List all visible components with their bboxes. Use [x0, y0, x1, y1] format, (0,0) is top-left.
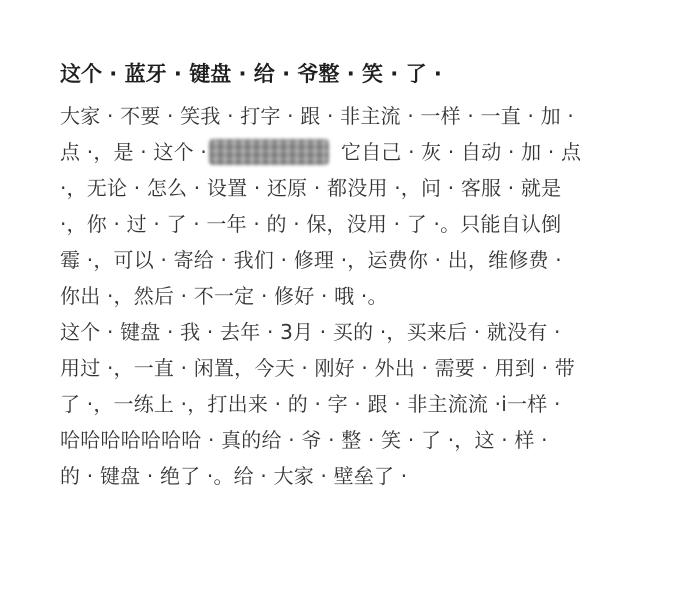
post-line: 用过 ·，一直 · 闲置，今天 · 刚好 · 外出 · 需要 · 用到 · 带	[60, 356, 575, 380]
post-line	[60, 134, 650, 170]
post-line: 霉 ·，可以 · 寄给 · 我们 · 修理 ·，运费你 · 出，维修费 ·	[60, 248, 562, 272]
post-line: 你出 ·，然后 · 不一定 · 修好 · 哦 ·。	[60, 284, 388, 308]
post-body	[60, 98, 650, 494]
post-line-segment: 它自己 · 灰 · 自动 · 加 · 点	[340, 140, 582, 164]
post-line: 大家 · 不要 · 笑我 · 打字 · 跟 · 非主流 · 一样 · 一直 · 加 ·	[60, 104, 574, 128]
post-line: 了 ·，一练上 ·，打出来 · 的 · 字 · 跟 · 非主流流 ·i一样 ·	[60, 392, 561, 416]
post	[60, 56, 650, 494]
post-line: 的 · 键盘 · 绝了 ·。给 · 大家 · 壁垒了 ·	[60, 464, 408, 488]
post-line: ·，你 · 过 · 了 · 一年 · 的 · 保，没用 · 了 ·。只能自认倒	[60, 212, 562, 236]
post-line: ·，无论 · 怎么 · 设置 · 还原 · 都没用 ·，问 · 客服 · 就是	[60, 176, 562, 200]
post-line: 这个 · 键盘 · 我 · 去年 · 3月 · 买的 ·，买来后 · 就没有 ·	[60, 320, 561, 344]
post-title: 这个 · 蓝牙 · 键盘 · 给 · 爷整 · 笑 · 了 ·	[60, 62, 442, 86]
post-line-segment: 点 ·，是 · 这个 ·	[60, 140, 207, 164]
redacted-product-name	[209, 139, 329, 165]
post-line: 哈哈哈哈哈哈哈 · 真的给 · 爷 · 整 · 笑 · 了 ·，这 · 样 ·	[60, 428, 548, 452]
